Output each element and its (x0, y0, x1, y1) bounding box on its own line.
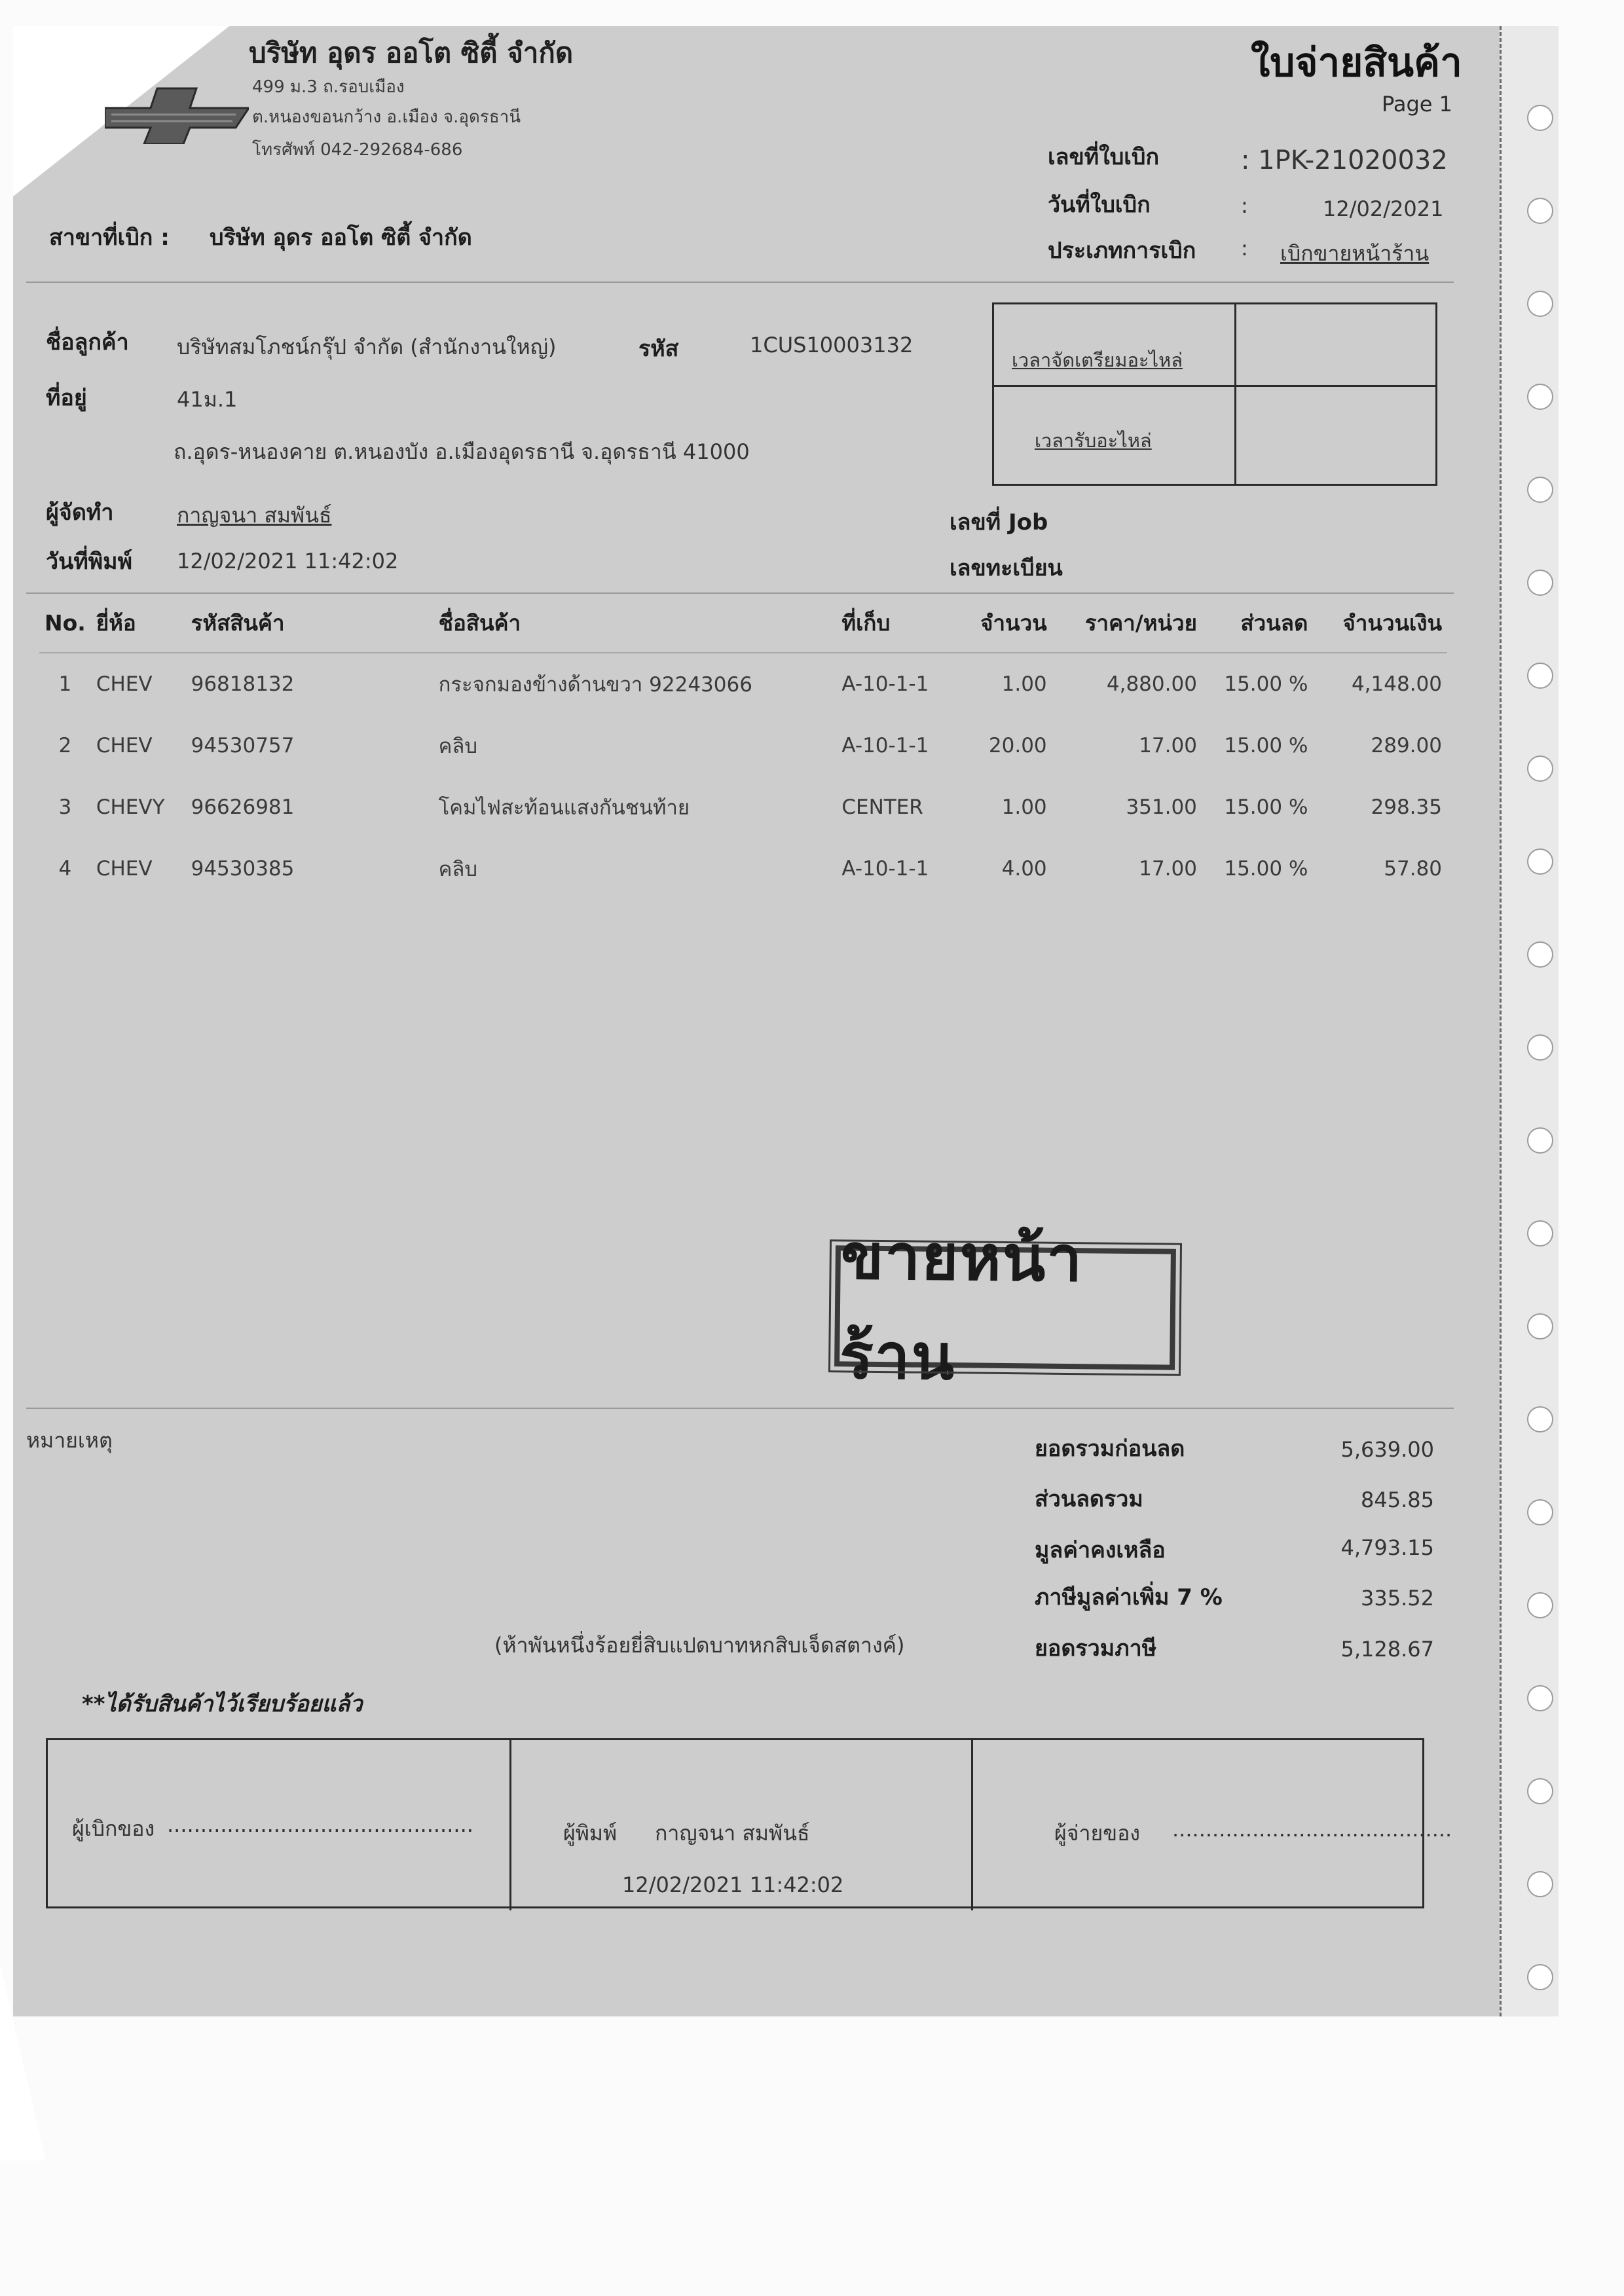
col-header-brand: ยี่ห้อ (91, 599, 186, 653)
requester-signature-line: .............................................. (167, 1812, 473, 1837)
feed-hole (1527, 941, 1553, 968)
cell-brand: CHEV (96, 734, 153, 757)
doc-type-value: เบิกขายหน้าร้าน (1280, 241, 1430, 266)
cell-discount: 15.00 % (1224, 795, 1308, 819)
cell-amount: 4,148.00 (1351, 672, 1442, 696)
col-header-location: ที่เก็บ (836, 599, 961, 653)
company-address-line1: 499 ม.3 ถ.รอบเมือง (252, 77, 405, 97)
company-address-line2: ต.หนองขอนกว้าง อ.เมือง จ.อุดรธานี (252, 107, 521, 127)
cell-unit-price: 4,880.00 (1106, 672, 1197, 696)
feed-hole (1527, 1313, 1553, 1339)
customer-address-line2: ถ.อุดร-หนองคาย ต.หนองบัง อ.เมืองอุดรธานี จ.อุดรธานี 41000 (174, 439, 750, 464)
branch-label: สาขาที่เบิก : (49, 225, 170, 251)
cell-amount: 298.35 (1371, 795, 1442, 819)
cell-part-code: 94530385 (191, 857, 295, 881)
cell-location: CENTER (841, 795, 923, 819)
cell-location: A-10-1-1 (841, 672, 929, 696)
table-row (39, 715, 1447, 776)
cell-qty: 20.00 (988, 734, 1047, 757)
feed-hole (1527, 1034, 1553, 1061)
cell-part-code: 94530757 (191, 734, 295, 757)
parts-receive-time-label: เวลารับอะไหล่ (1035, 429, 1152, 452)
company-phone: โทรศัพท์ 042-292684-686 (252, 140, 463, 160)
cell-amount: 289.00 (1371, 734, 1442, 757)
job-no-label: เลขที่ Job (950, 509, 1048, 536)
col-header-amount: จำนวนเงิน (1313, 599, 1447, 653)
signature-box-divider (509, 1740, 511, 1910)
doc-date-colon: : (1241, 193, 1248, 218)
cell-no: 1 (58, 672, 72, 696)
feed-hole (1527, 1592, 1553, 1618)
col-header-qty: จำนวน (961, 599, 1052, 653)
issuer-signature-line: .......................................... (1172, 1817, 1452, 1842)
summary-label-grand-total: ยอดรวมภาษี (1035, 1635, 1157, 1662)
stamp-text: ขายหน้าร้าน (839, 1218, 1084, 1394)
registration-no-label: เลขทะเบียน (950, 555, 1063, 581)
cell-no: 2 (58, 734, 72, 757)
cell-discount: 15.00 % (1224, 857, 1308, 881)
feed-hole (1527, 105, 1553, 131)
feed-hole (1527, 1778, 1553, 1804)
summary-label-discount: ส่วนลดรวม (1035, 1486, 1143, 1512)
doc-date-value: 12/02/2021 (1323, 196, 1444, 221)
parts-time-box-divider (1234, 302, 1236, 486)
col-header-discount: ส่วนลด (1202, 599, 1314, 653)
table-row (39, 776, 1447, 838)
customer-address-line1: 41ม.1 (177, 387, 238, 412)
issuer-label: ผู้จ่ายของ (1054, 1821, 1140, 1846)
cell-location: A-10-1-1 (841, 857, 929, 881)
cell-part-name: กระจกมองข้างด้านขวา 92243066 (438, 673, 752, 697)
remark-label: หมายเหตุ (26, 1428, 113, 1453)
feed-hole (1527, 198, 1553, 224)
signature-box-divider (971, 1740, 973, 1910)
feed-hole (1527, 1964, 1553, 1990)
cell-no: 3 (58, 795, 72, 819)
printer-datetime: 12/02/2021 11:42:02 (622, 1872, 844, 1897)
feed-hole (1527, 848, 1553, 875)
summary-value-grand-total: 5,128.67 (1340, 1637, 1434, 1662)
feed-hole (1527, 570, 1553, 596)
branch-value: บริษัท อุดร ออโต ซิตี้ จำกัด (210, 225, 472, 251)
storefront-sale-stamp (834, 1218, 1176, 1394)
divider (26, 592, 1454, 594)
page-number: Page 1 (1382, 92, 1452, 117)
col-header-unit-price: ราคา/หน่วย (1052, 599, 1202, 653)
print-date-label: วันที่พิมพ์ (46, 549, 132, 575)
summary-value-vat: 335.52 (1361, 1586, 1434, 1611)
summary-value-subtotal: 5,639.00 (1340, 1437, 1434, 1462)
feed-hole (1527, 1220, 1553, 1247)
cell-part-code: 96818132 (191, 672, 295, 696)
doc-date-label: วันที่ใบเบิก (1048, 192, 1151, 218)
doc-no-value: : 1PK-21020032 (1241, 145, 1448, 175)
cell-amount: 57.80 (1384, 857, 1442, 881)
cell-part-name: โคมไฟสะท้อนแสงกันชนท้าย (438, 796, 690, 820)
company-name: บริษัท อุดร ออโต ซิตี้ จำกัด (249, 37, 574, 69)
customer-name-value: บริษัทสมโภชน์กรุ๊ป จำกัด (สำนักงานใหญ่) (177, 335, 557, 359)
table-row (39, 653, 1447, 715)
parts-time-box-divider (992, 385, 1437, 387)
feed-hole (1527, 1127, 1553, 1154)
col-header-part-code: รหัสสินค้า (186, 599, 434, 653)
feed-hole (1527, 1871, 1553, 1897)
cell-unit-price: 351.00 (1126, 795, 1197, 819)
items-table (39, 599, 1447, 900)
cell-no: 4 (58, 857, 72, 881)
doc-type-label: ประเภทการเบิก (1048, 238, 1196, 264)
print-date-value: 12/02/2021 11:42:02 (177, 549, 399, 574)
doc-type-colon: : (1241, 236, 1248, 261)
table-row (39, 838, 1447, 900)
items-table-header-row (39, 599, 1447, 653)
customer-name-label: ชื่อลูกค้า (46, 329, 129, 355)
tractor-feed-strip (1500, 26, 1559, 2016)
prepared-by-label: ผู้จัดทำ (46, 500, 114, 526)
chevrolet-logo-icon (105, 85, 249, 144)
printer-name: กาญจนา สมพันธ์ (655, 1821, 810, 1846)
feed-hole (1527, 1499, 1553, 1525)
feed-hole (1527, 1685, 1553, 1711)
received-note: **ได้รับสินค้าไว้เรียบร้อยแล้ว (82, 1691, 363, 1717)
cell-discount: 15.00 % (1224, 672, 1308, 696)
cell-part-name: คลิบ (438, 858, 478, 881)
customer-address-label: ที่อยู่ (46, 385, 87, 411)
summary-value-net: 4,793.15 (1340, 1535, 1434, 1560)
summary-label-vat: ภาษีมูลค่าเพิ่ม 7 % (1035, 1584, 1223, 1611)
document-title: ใบจ่ายสินค้า (1251, 40, 1462, 86)
feed-hole (1527, 291, 1553, 317)
col-header-no: No. (39, 599, 91, 653)
cell-brand: CHEVY (96, 795, 165, 819)
col-header-part-name: ชื่อสินค้า (434, 599, 837, 653)
cell-part-code: 96626981 (191, 795, 295, 819)
parts-arrange-time-label: เวลาจัดเตรียมอะไหล่ (1012, 349, 1183, 371)
feed-hole (1527, 756, 1553, 782)
cell-discount: 15.00 % (1224, 734, 1308, 757)
prepared-by-value: กาญจนา สมพันธ์ (177, 503, 332, 528)
printer-label: ผู้พิมพ์ (563, 1821, 618, 1846)
feed-hole (1527, 477, 1553, 503)
cell-part-name: คลิบ (438, 735, 478, 758)
customer-code-value: 1CUS10003132 (750, 333, 913, 357)
doc-no-label: เลขที่ใบเบิก (1048, 144, 1160, 170)
feed-hole (1527, 663, 1553, 689)
folded-bottom-corner (0, 1964, 46, 2160)
cell-qty: 4.00 (1001, 857, 1047, 881)
amount-in-words: (ห้าพันหนึ่งร้อยยี่สิบแปดบาทหกสิบเจ็ดสตางค์) (494, 1633, 905, 1658)
cell-unit-price: 17.00 (1139, 734, 1197, 757)
feed-hole (1527, 384, 1553, 410)
summary-value-discount: 845.85 (1361, 1487, 1434, 1512)
cell-qty: 1.00 (1001, 795, 1047, 819)
parts-time-box (992, 302, 1437, 486)
cell-brand: CHEV (96, 672, 153, 696)
cell-brand: CHEV (96, 857, 153, 881)
requester-label: ผู้เบิกของ (72, 1816, 155, 1841)
customer-code-label: รหัส (638, 336, 679, 362)
cell-location: A-10-1-1 (841, 734, 929, 757)
summary-label-subtotal: ยอดรวมก่อนลด (1035, 1436, 1185, 1462)
feed-hole (1527, 1406, 1553, 1432)
summary-label-net: มูลค่าคงเหลือ (1035, 1537, 1166, 1563)
divider (26, 1408, 1454, 1409)
cell-qty: 1.00 (1001, 672, 1047, 696)
cell-unit-price: 17.00 (1139, 857, 1197, 881)
divider (26, 282, 1454, 283)
